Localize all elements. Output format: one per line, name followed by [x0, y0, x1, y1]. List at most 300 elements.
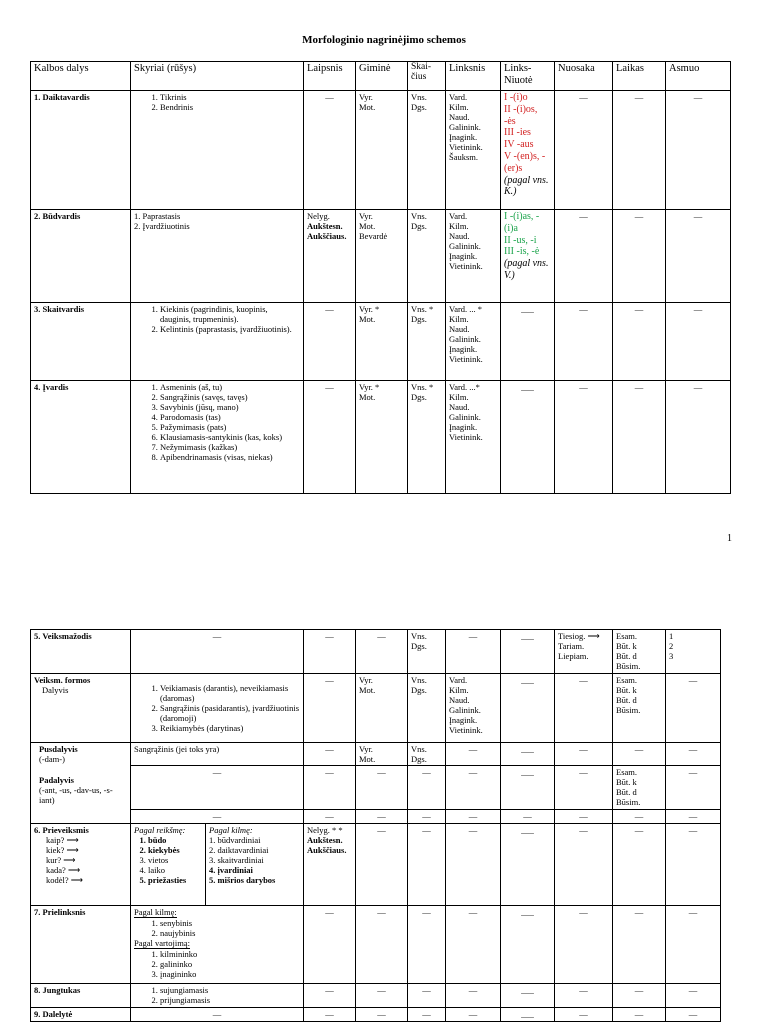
header-linksniuote: Links-Niuotė — [501, 62, 555, 91]
empty-cell: — — [304, 766, 356, 810]
morphology-table-part-1 — [30, 61, 731, 494]
empty-cell: — — [304, 810, 356, 824]
empty-cell: — — [446, 824, 501, 906]
empty-cell: — — [356, 766, 408, 810]
empty-cell: — — [304, 674, 356, 743]
empty-cell: — — [666, 91, 731, 210]
laipsnis-cell — [304, 210, 356, 303]
empty-cell: — — [408, 824, 446, 906]
list-item: Būsim. — [616, 797, 641, 808]
empty-cell: — — [666, 381, 731, 494]
reiksme-title: Pagal reikšmę: — [134, 825, 186, 836]
empty-cell: — — [356, 984, 408, 1008]
list-item: Būt. d — [616, 651, 637, 662]
gimine-cell — [356, 381, 408, 494]
list-item: Vietinink. — [449, 142, 483, 153]
list-item: Įnagink. — [449, 344, 478, 355]
list-item: Vard. ...* — [449, 382, 480, 392]
row-dalyvis — [31, 674, 721, 743]
list-item: 3 — [669, 651, 674, 662]
list-item: 2. Sangrąžinis (pasidarantis), įvardžiuotinis (daromoji) — [160, 703, 300, 723]
empty-cell: — — [666, 810, 721, 824]
header-gimine: Giminė — [356, 62, 408, 91]
empty-cell: — — [666, 743, 721, 766]
empty-cell: ___ — [501, 674, 555, 743]
list-item: Naud. — [449, 231, 470, 242]
list-item: 3. skaitvardiniai — [209, 855, 264, 866]
list-item: IV -aus — [504, 139, 534, 151]
empty-cell: — — [446, 1008, 501, 1022]
list-item: kada? ⟶ — [46, 865, 81, 876]
list-item: 3. vietos — [148, 855, 202, 865]
empty-cell: — — [555, 674, 613, 743]
part-of-speech-name: 9. Dalelytė — [31, 1008, 131, 1022]
list-item: 1. sujungiamasis — [160, 985, 300, 995]
empty-cell: — — [613, 381, 666, 494]
empty-cell: — — [613, 906, 666, 984]
gimine-cell — [356, 674, 408, 743]
kilme-title: Pagal kilmę: — [134, 907, 177, 918]
list-item: 5. priežasties — [148, 875, 202, 885]
list-item: Mot. — [359, 754, 376, 765]
padalyvis-suffix: (-ant, -us, -dav-us, -s-iant) — [39, 785, 113, 806]
list-item: Vns. — [411, 92, 427, 102]
list-item: Mot. — [359, 314, 376, 325]
list-item: Galinink. — [449, 705, 481, 716]
part-of-speech-name — [31, 743, 131, 824]
empty-cell: — — [666, 766, 721, 810]
list-item: Galinink. — [449, 334, 481, 345]
part-of-speech-name: 1. Daiktavardis — [31, 91, 131, 210]
empty-cell: — — [666, 984, 721, 1008]
empty-cell: — — [446, 766, 501, 810]
part-of-speech-name — [31, 824, 131, 906]
empty-cell: — — [131, 766, 304, 810]
empty-cell: — — [304, 381, 356, 494]
types-cell — [131, 303, 304, 381]
empty-cell: — — [555, 766, 613, 810]
list-item: Vns. — [411, 744, 427, 754]
empty-cell: — — [555, 810, 613, 824]
list-item: Kilm. — [449, 392, 469, 403]
empty-cell: ___ — [501, 984, 555, 1008]
pusdalyvis-suffix: (-dam-) — [39, 754, 65, 765]
header-kalbos-dalys: Kalbos dalys — [31, 62, 131, 91]
list-item: Vns. * — [411, 304, 434, 314]
list-item: Įnagink. — [449, 132, 478, 143]
list-item: 3. Savybinis (jūsų, mano) — [160, 402, 300, 412]
list-item: 1. Kiekinis (pagrindinis, kuopinis, dauginis, trupmeninis). — [160, 304, 300, 324]
part-of-speech-name — [31, 674, 131, 743]
laikas-cell — [613, 766, 666, 810]
list-item: Būt. k — [616, 777, 637, 788]
empty-cell: — — [555, 210, 613, 303]
empty-cell: — — [613, 984, 666, 1008]
list-item: 2. kiekybės — [148, 845, 202, 855]
empty-cell: — — [613, 743, 666, 766]
list-item: 2. daiktavardiniai — [209, 845, 269, 856]
empty-cell: — — [446, 906, 501, 984]
list-item: Vns. — [411, 631, 427, 641]
list-item: Vns. — [411, 211, 427, 221]
list-item: III -ies — [504, 127, 531, 139]
list-item: Nelyg. * * — [307, 825, 343, 836]
laikas-cell — [613, 674, 666, 743]
row-dalelyte — [31, 1008, 721, 1022]
list-item: Kilm. — [449, 314, 469, 325]
header-laikas: Laikas — [613, 62, 666, 91]
list-item: Naud. — [449, 324, 470, 335]
empty-cell: ___ — [501, 303, 555, 381]
list-item: Vietinink. — [449, 261, 483, 272]
empty-cell: — — [613, 210, 666, 303]
list-item: Dgs. — [411, 102, 427, 113]
empty-cell: — — [555, 984, 613, 1008]
empty-cell: ___ — [501, 381, 555, 494]
empty-cell: — — [356, 810, 408, 824]
list-item: Vyr. * — [359, 304, 380, 314]
skaicius-cell — [408, 210, 446, 303]
asmuo-cell — [666, 630, 721, 674]
list-item: Bevardė — [359, 231, 388, 242]
list-item: 4. Parodomasis (tas) — [160, 412, 300, 422]
types-cell — [131, 984, 304, 1008]
header-linksnis: Linksnis — [446, 62, 501, 91]
list-item: Būsim. — [616, 705, 641, 716]
list-item: Naud. — [449, 402, 470, 413]
list-item: 5. Pažymimasis (pats) — [160, 422, 300, 432]
empty-cell: ___ — [501, 1008, 555, 1022]
list-item: 1. Tikrinis — [160, 92, 300, 102]
list-item: Galinink. — [449, 241, 481, 252]
list-item: Tiesiog. ⟶ — [558, 631, 600, 641]
list-item: Aukštesn. — [307, 221, 343, 232]
list-item: kodėl? ⟶ — [46, 875, 83, 886]
laikas-cell — [613, 630, 666, 674]
gimine-cell — [356, 91, 408, 210]
list-item: III -is, -ė — [504, 246, 540, 258]
reiksme-cell — [131, 824, 206, 906]
types-cell — [131, 381, 304, 494]
morphology-table-part-2 — [30, 629, 721, 1022]
linksniai-cell — [446, 674, 501, 743]
list-item: Dgs. — [411, 754, 427, 765]
list-item: Tariam. — [558, 641, 585, 652]
empty-cell: — — [666, 303, 731, 381]
empty-cell: ___ — [501, 743, 555, 766]
list-item: Liepiam. — [558, 651, 589, 662]
list-item: Vyr. — [359, 211, 373, 221]
linksniuote-cell — [501, 91, 555, 210]
list-item: Dgs. — [411, 392, 427, 403]
empty-cell: ___ — [501, 766, 555, 810]
empty-cell: — — [408, 766, 446, 810]
list-item: Šauksm. — [449, 152, 479, 163]
list-item: 1. kilmininko — [160, 949, 300, 959]
list-item: Vietinink. — [449, 725, 483, 736]
list-item: II -us, -i — [504, 234, 537, 246]
empty-cell: — — [613, 824, 666, 906]
header-nuosaka: Nuosaka — [555, 62, 613, 91]
list-item: 2. prijungiamasis — [160, 995, 300, 1005]
empty-cell: — — [304, 91, 356, 210]
empty-cell: — — [446, 743, 501, 766]
list-item: Esam. — [616, 675, 638, 685]
list-item: Mot. — [359, 221, 376, 232]
linksniai-cell — [446, 303, 501, 381]
list-item: Būsim. — [616, 661, 641, 672]
empty-cell: — — [356, 630, 408, 674]
list-item: Kilm. — [449, 685, 469, 696]
header-skaicius: Skai-čius — [408, 62, 446, 91]
dalyvis-label: Dalyvis — [42, 685, 69, 696]
list-item: Vyr. — [359, 92, 373, 102]
row-prielinksnis — [31, 906, 721, 984]
list-item: 1 — [669, 631, 674, 641]
prieveiksmis-label: 6. Prieveiksmis — [34, 825, 89, 836]
header-row — [31, 62, 731, 91]
list-item: Būt. k — [616, 685, 637, 696]
gimine-cell — [356, 743, 408, 766]
list-item: 2. naujybinis — [160, 928, 300, 938]
list-item: Dgs. — [411, 221, 427, 232]
gimine-cell — [356, 303, 408, 381]
kilme-cell — [206, 824, 304, 906]
empty-cell: — — [666, 1008, 721, 1022]
list-item: Vyr. * — [359, 382, 380, 392]
vartojima-title: Pagal vartojimą: — [134, 938, 190, 949]
empty-cell: — — [304, 906, 356, 984]
header-laipsnis: Laipsnis — [304, 62, 356, 91]
empty-cell: — — [555, 91, 613, 210]
empty-cell: — — [446, 810, 501, 824]
linksniai-cell — [446, 91, 501, 210]
list-item: 2 — [669, 641, 674, 652]
list-item: Vyr. — [359, 675, 373, 685]
skaicius-cell — [408, 303, 446, 381]
empty-cell: — — [304, 630, 356, 674]
empty-cell: — — [131, 810, 304, 824]
list-item: Mot. — [359, 685, 376, 696]
list-item: 1. Veikiamasis (darantis), neveikiamasis (daromas) — [160, 683, 300, 703]
row-daiktavardis — [31, 91, 731, 210]
list-item: Esam. — [616, 631, 638, 641]
list-item: Dgs. — [411, 685, 427, 696]
list-item: 6. Klausiamasis-santykinis (kas, koks) — [160, 432, 300, 442]
types-cell — [131, 674, 304, 743]
empty-cell: — — [446, 630, 501, 674]
empty-cell: — — [131, 630, 304, 674]
list-item: Vard. — [449, 211, 468, 221]
skaicius-cell — [408, 630, 446, 674]
list-item: 2. Įvardžiuotinis — [134, 221, 190, 232]
types-cell — [131, 210, 304, 303]
list-item: I -(i)o — [504, 92, 528, 103]
empty-cell: — — [356, 824, 408, 906]
list-item: Vietinink. — [449, 354, 483, 365]
list-item: Aukščiaus. — [307, 231, 347, 242]
types-cell: Sangrąžinis (jei toks yra) — [131, 743, 304, 766]
list-item: Mot. — [359, 392, 376, 403]
skaicius-cell — [408, 91, 446, 210]
empty-cell: — — [304, 984, 356, 1008]
list-item: kaip? ⟶ — [46, 835, 79, 846]
questions-list — [34, 835, 127, 885]
list-item: Kilm. — [449, 221, 469, 232]
list-item: 2. Kelintinis (paprastasis, įvardžiuotinis). — [160, 324, 300, 334]
list-item: 1. būdo — [148, 835, 202, 845]
row-veiksmazodis — [31, 630, 721, 674]
list-item: 5. mišrios darybos — [209, 875, 276, 886]
part-of-speech-name: 7. Prielinksnis — [31, 906, 131, 984]
linksniai-cell — [446, 381, 501, 494]
list-item: Galinink. — [449, 122, 481, 133]
list-item: V -(en)s, -(er)s — [504, 150, 546, 174]
list-item: II -(i)os, -ės — [504, 103, 538, 127]
nuosaka-cell — [555, 630, 613, 674]
list-item: 3. Reikiamybės (darytinas) — [160, 723, 300, 733]
empty-cell: — — [408, 1008, 446, 1022]
empty-cell: — — [408, 984, 446, 1008]
list-item: Įnagink. — [449, 715, 478, 726]
empty-cell: — — [666, 674, 721, 743]
part-of-speech-name: 3. Skaitvardis — [31, 303, 131, 381]
empty-cell: — — [408, 810, 446, 824]
part-of-speech-name: 4. Įvardis — [31, 381, 131, 494]
list-item: Vns. * — [411, 382, 434, 392]
empty-cell: — — [555, 303, 613, 381]
part-of-speech-name: 5. Veiksmažodis — [31, 630, 131, 674]
empty-cell: — — [304, 1008, 356, 1022]
empty-cell: — — [613, 91, 666, 210]
document-title: Morfologinio nagrinėjimo schemos — [302, 34, 466, 46]
list-item: 4. laiko — [148, 865, 202, 875]
list-item: Vietinink. — [449, 432, 483, 443]
skaicius-cell — [408, 743, 446, 766]
list-item: Būt. d — [616, 695, 637, 706]
empty-cell: — — [666, 906, 721, 984]
list-item: Kilm. — [449, 102, 469, 113]
list-item: 1. būdvardiniai — [209, 835, 261, 846]
types-cell — [131, 906, 304, 984]
pusdalyvis-label: Pusdalyvis — [39, 744, 78, 754]
types-cell — [131, 91, 304, 210]
list-item: Dgs. — [411, 641, 427, 652]
empty-cell: — — [356, 906, 408, 984]
linksniuote-note: (pagal vns. V.) — [504, 258, 549, 281]
empty-cell: — — [555, 1008, 613, 1022]
list-item: Galinink. — [449, 412, 481, 423]
list-item: 8. Apibendrinamasis (visas, niekas) — [160, 452, 300, 462]
linksniuote-note: (pagal vns. K.) — [504, 174, 549, 198]
row-jungtukas — [31, 984, 721, 1008]
row-padalyvis — [31, 766, 721, 810]
list-item: 1. Paprastasis — [134, 211, 181, 221]
empty-cell: — — [131, 1008, 304, 1022]
empty-cell: — — [613, 810, 666, 824]
list-item: Vard. — [449, 675, 468, 685]
list-item: Vard. ... * — [449, 304, 483, 314]
list-item: 7. Nežymimasis (kažkas) — [160, 442, 300, 452]
linksniuote-cell — [501, 210, 555, 303]
list-item: 2. Bendrinis — [160, 102, 300, 112]
empty-cell: — — [555, 824, 613, 906]
veiksm-formos-label: Veiksm. formos — [34, 675, 91, 685]
list-item: Esam. — [616, 767, 638, 778]
empty-cell: — — [446, 984, 501, 1008]
list-item: Naud. — [449, 112, 470, 123]
row-ivardis — [31, 381, 731, 494]
empty-cell: — — [613, 303, 666, 381]
empty-cell: — — [304, 743, 356, 766]
empty-cell: — — [356, 1008, 408, 1022]
gimine-cell — [356, 210, 408, 303]
list-item: Įnagink. — [449, 422, 478, 433]
empty-cell: ___ — [501, 906, 555, 984]
row-skaitvardis — [31, 303, 731, 381]
list-item: 1. Asmeninis (aš, tu) — [160, 382, 300, 392]
empty-cell: — — [408, 906, 446, 984]
empty-cell: — — [666, 210, 731, 303]
kilme-title: Pagal kilmę: — [209, 825, 253, 836]
list-item: Nelyg. — [307, 211, 330, 221]
empty-cell: ___ — [501, 630, 555, 674]
row-prieveiksmis — [31, 824, 721, 906]
header-asmuo: Asmuo — [666, 62, 731, 91]
linksniai-cell — [446, 210, 501, 303]
list-item: 3. įnagininko — [160, 969, 300, 979]
header-skyriai: Skyriai (rūšys) — [131, 62, 304, 91]
part-of-speech-name: 2. Būdvardis — [31, 210, 131, 303]
list-item: Įnagink. — [449, 251, 478, 262]
empty-cell: — — [555, 381, 613, 494]
list-item: Naud. — [449, 695, 470, 706]
empty-cell: — — [666, 824, 721, 906]
list-item: Vyr. — [359, 744, 373, 754]
part-of-speech-name: 8. Jungtukas — [31, 984, 131, 1008]
list-item: 1. senybinis — [160, 918, 300, 928]
list-item: 4. įvardiniai — [209, 865, 253, 876]
padalyvis-label: Padalyvis — [39, 775, 74, 786]
skaicius-cell — [408, 674, 446, 743]
empty-cell: — — [613, 1008, 666, 1022]
list-item: Dgs. — [411, 314, 427, 325]
list-item: 2. Sangrąžinis (savęs, tavęs) — [160, 392, 300, 402]
list-item: Būt. k — [616, 641, 637, 652]
list-item: Vard. — [449, 92, 468, 102]
empty-cell: — — [555, 906, 613, 984]
list-item: I -(i)as, -(i)a — [504, 211, 540, 234]
empty-cell: ___ — [501, 824, 555, 906]
empty-cell: — — [555, 743, 613, 766]
page-number: 1 — [727, 533, 732, 544]
row-blank — [31, 810, 721, 824]
list-item: kur? ⟶ — [46, 855, 76, 866]
laipsnis-cell — [304, 824, 356, 906]
list-item: 2. galininko — [160, 959, 300, 969]
empty-cell: — — [501, 810, 555, 824]
empty-cell: — — [304, 303, 356, 381]
list-item: Vns. — [411, 675, 427, 685]
row-pusdalyvis — [31, 743, 721, 766]
list-item: Aukštesn. — [307, 835, 343, 846]
list-item: kiek? ⟶ — [46, 845, 79, 856]
list-item: Būt. d — [616, 787, 637, 798]
list-item: Aukščiaus. — [307, 845, 347, 856]
skaicius-cell — [408, 381, 446, 494]
row-budvardis — [31, 210, 731, 303]
list-item: Mot. — [359, 102, 376, 113]
